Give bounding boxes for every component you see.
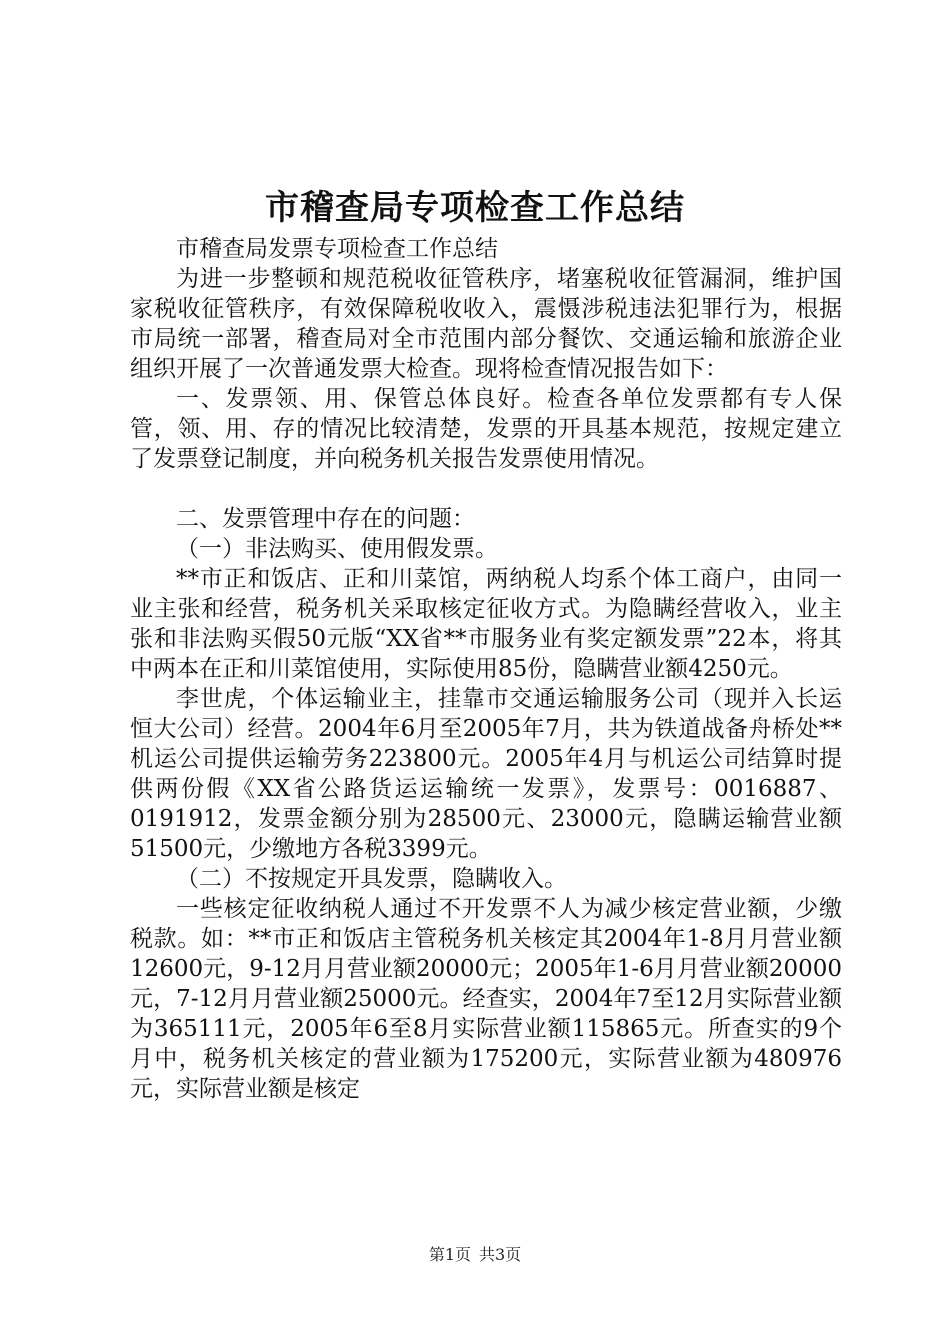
section-one-paragraph: 一、发票领、用、保管总体良好。检查各单位发票都有专人保管，领、用、存的情况比较清楚，发票的开具基本规范，按规定建立了发票登记制度，并向税务机关报告发票使用情况。 (130, 386, 842, 472)
subsection-two-heading: （二）不按规定开具发票，隐瞒收入。 (176, 866, 567, 892)
case-underreport-paragraph: 一些核定征收纳税人通过不开发票不人为减少核定营业额，少缴税款。如：**市正和饭店主管税务机关核定其2004年1-8月月营业额12600元，9-12月月营业额20000元；2005年1-6月月营业额20000元，7-12月月营业额25000元。经查实，2004年7至12月实际营业额为365111元，2005年6至8月实际营业额115865元。所查实的9个月中，税务机关核定的营业额为175200元，实际营业额为480976元，实际营业额是核定 (130, 896, 842, 1102)
subtitle-paragraph: 市稽查局发票专项检查工作总结 (176, 236, 498, 262)
page-total: 共3页 (479, 1245, 522, 1264)
page-footer (0, 1244, 950, 1266)
case-restaurant-paragraph: **市正和饭店、正和川菜馆，两纳税人均系个体工商户，由同一业主张和经营，税务机关采取核定征收方式。为隐瞒经营收入，业主张和非法购买假50元版“XX省**市服务业有奖定额发票”22本，将其中两本在正和川菜馆使用，实际使用85份，隐瞒营业额4250元。 (130, 566, 842, 682)
case-transport-paragraph: 李世虎，个体运输业主，挂靠市交通运输服务公司（现并入长运恒大公司）经营。2004年6月至2005年7月，共为铁道战备舟桥处**机运公司提供运输劳务223800元。2005年4月与机运公司结算时提供两份假《XX省公路货运运输统一发票》，发票号：0016887、0191912，发票金额分别为28500元、23000元，隐瞒运输营业额51500元，少缴地方各税3399元。 (130, 686, 842, 862)
page-number: 第1页 (428, 1245, 471, 1264)
document-title: 市稽查局专项检查工作总结 (265, 188, 685, 228)
document-body (130, 234, 842, 1104)
subsection-one-heading: （一）非法购买、使用假发票。 (176, 536, 498, 562)
section-two-heading: 二、发票管理中存在的问题： (176, 506, 475, 532)
intro-paragraph: 为进一步整顿和规范税收征管秩序，堵塞税收征管漏洞，维护国家税收征管秩序，有效保障税收收入，震慑涉税违法犯罪行为，根据市局统一部署，稽查局对全市范围内部分餐饮、交通运输和旅游企业组织开展了一次普通发票大检查。现将检查情况报告如下： (130, 266, 842, 382)
